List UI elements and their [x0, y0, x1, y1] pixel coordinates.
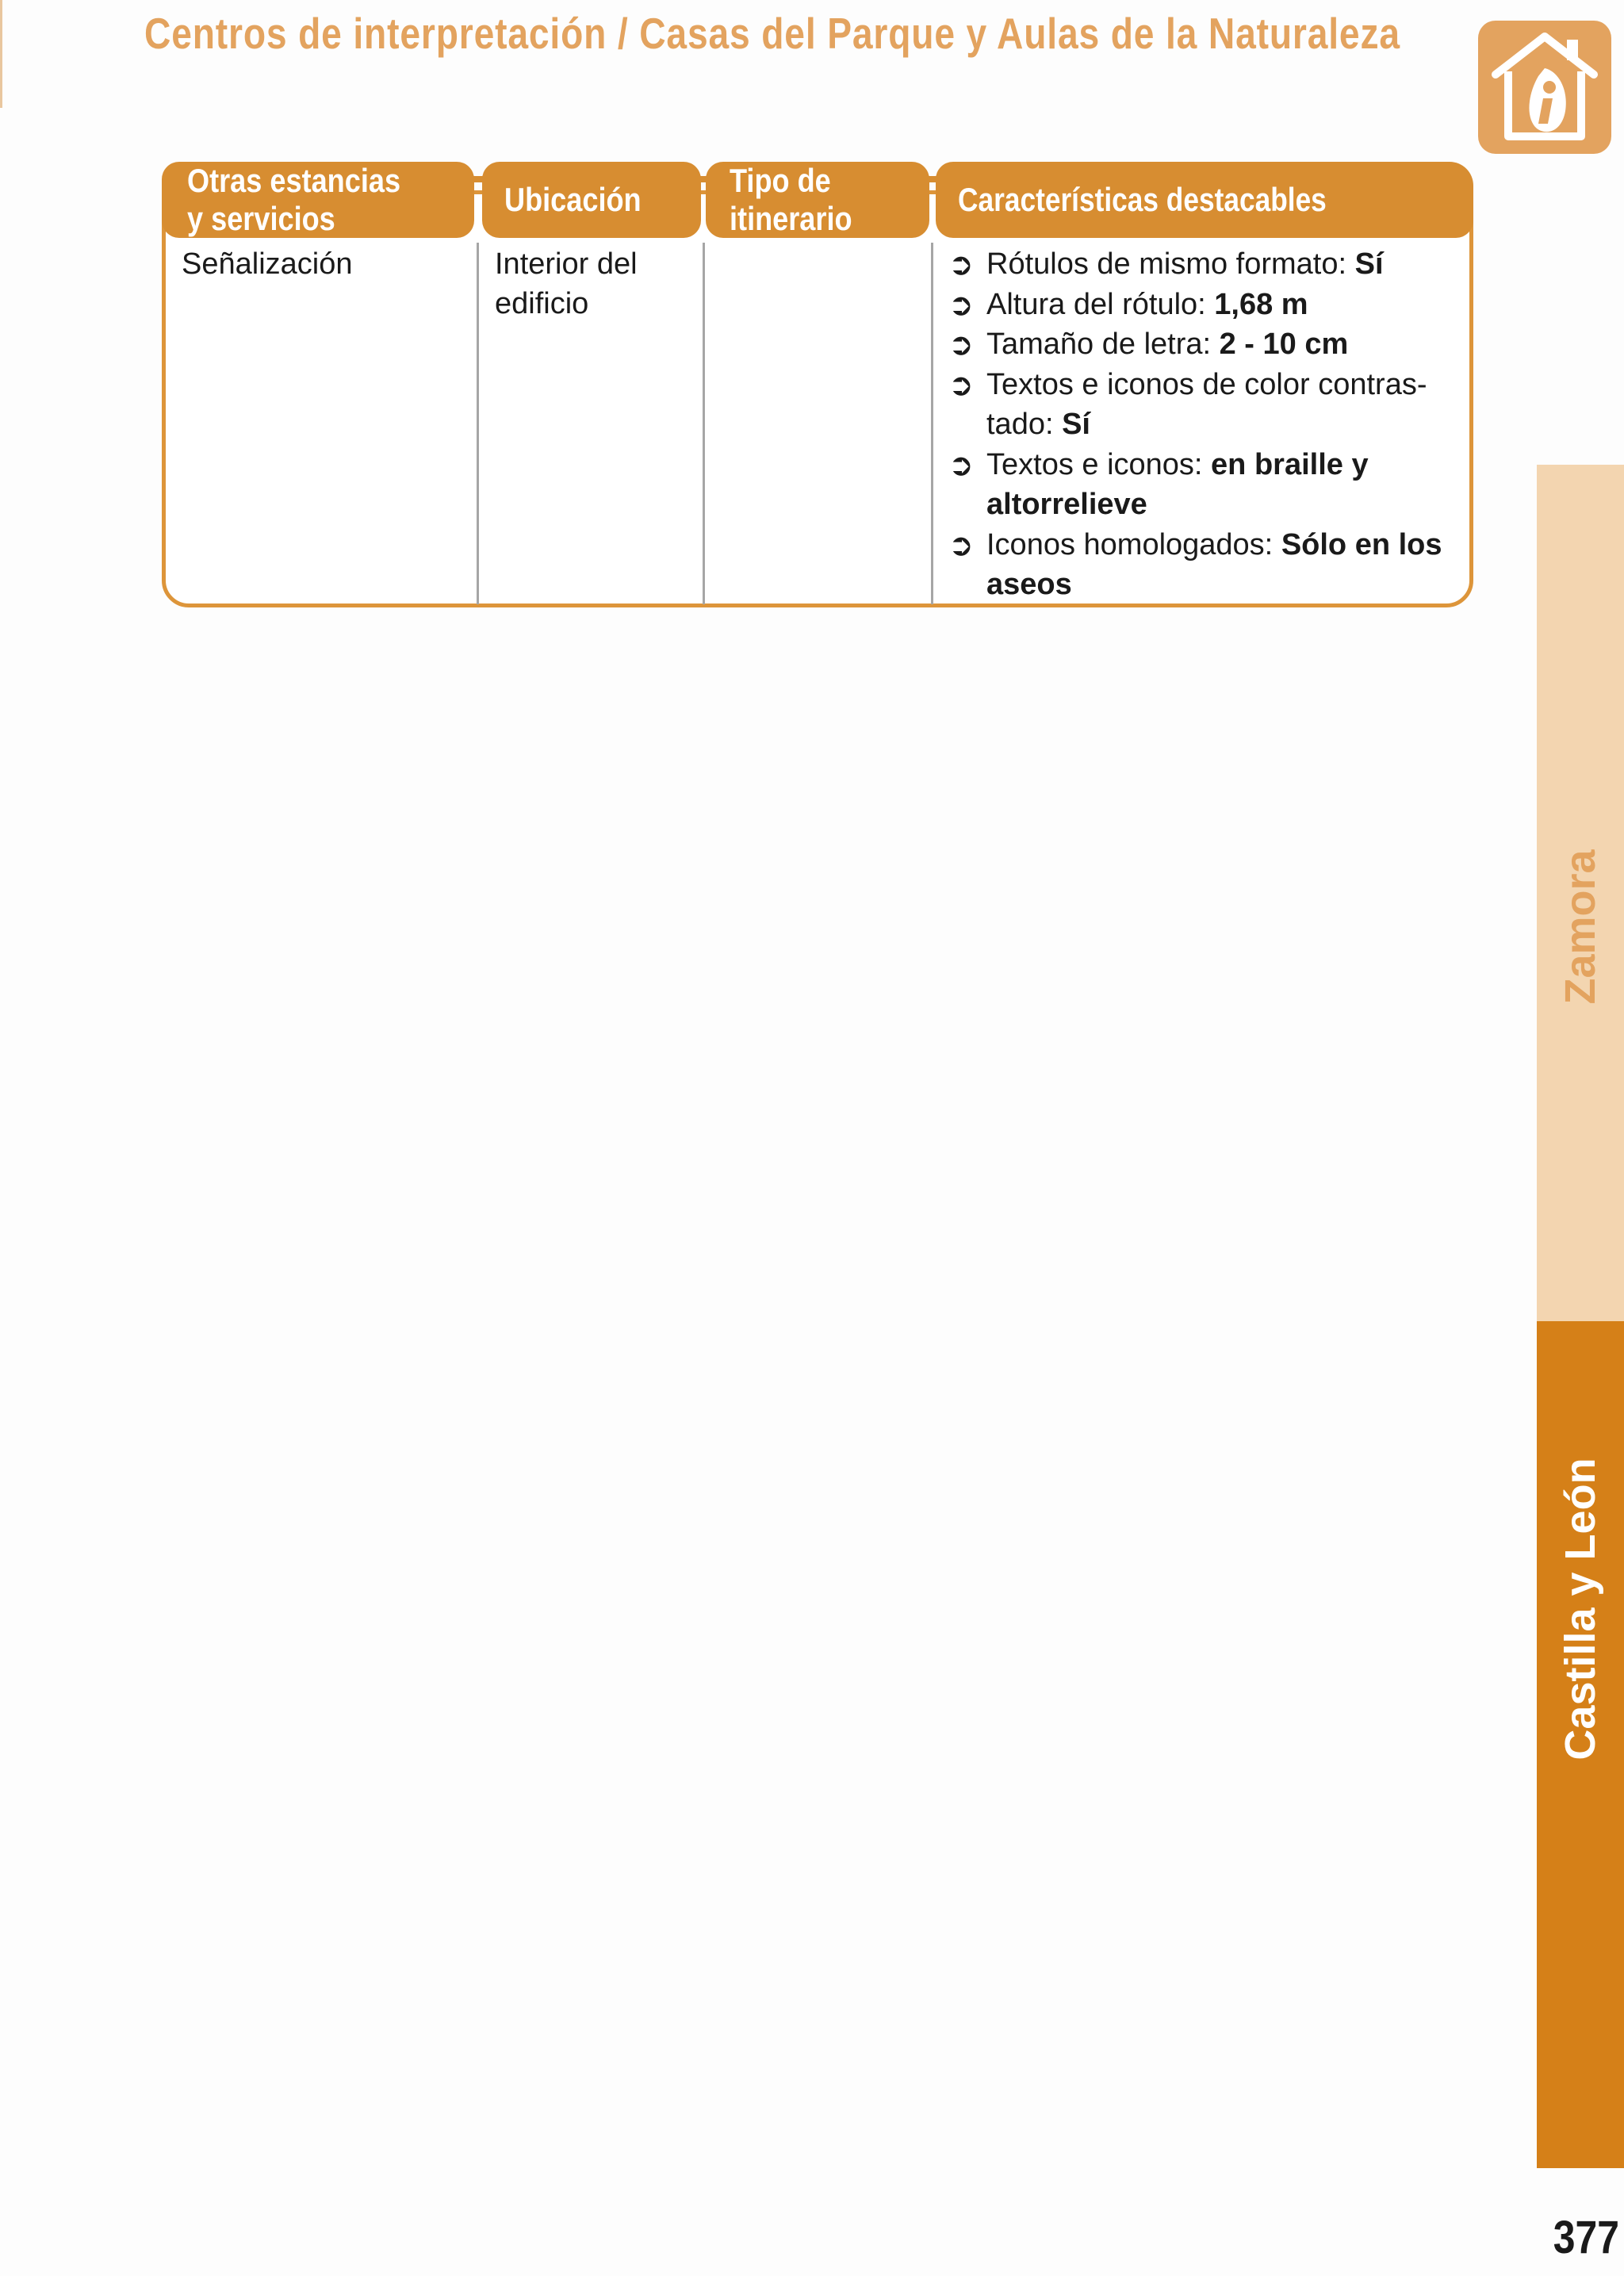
- community-label: Castilla y León: [1557, 1458, 1604, 1761]
- house-info-icon: [1477, 19, 1613, 155]
- feature-item: [945, 365, 1469, 445]
- feature-value: 1,68 m: [1214, 287, 1308, 321]
- page-edge-line: [0, 0, 2, 108]
- page-number: 377: [1553, 2212, 1619, 2263]
- column-header-label: Tipo de itinerario: [730, 162, 852, 237]
- column-header-caracteristicas: [936, 162, 1473, 238]
- feature-item: [945, 285, 1469, 325]
- feature-item: [945, 525, 1469, 605]
- cell-estancia: Señalización: [182, 247, 353, 281]
- feature-item: [945, 244, 1469, 285]
- feature-item: [945, 445, 1469, 525]
- feature-item: [945, 324, 1469, 365]
- column-header-itinerario: [706, 162, 929, 238]
- feature-value: 2 - 10 cm: [1219, 328, 1349, 361]
- features-list: [945, 244, 1469, 605]
- features-table: [162, 162, 1473, 607]
- feature-label: Rótulos de mismo formato:: [986, 247, 1355, 281]
- column-header-estancias: [162, 162, 474, 238]
- side-tab-region: [1537, 465, 1624, 1321]
- column-header-label: Características destacables: [958, 181, 1327, 218]
- feature-value: en braille y altorrelieve: [986, 447, 1369, 521]
- arrow-bullet-icon: ➲: [948, 368, 974, 402]
- column-header-ubicacion: [482, 162, 701, 238]
- column-header-label: Otras estancias y servicios: [187, 162, 401, 237]
- feature-label: Altura del rótulo:: [986, 287, 1215, 321]
- feature-label: Tamaño de letra:: [986, 328, 1220, 361]
- cell-ubicacion: Interior del edificio: [495, 247, 638, 320]
- feature-label: Textos e iconos de color contras-tado:: [986, 367, 1427, 441]
- arrow-bullet-icon: ➲: [948, 288, 974, 322]
- column-divider: [931, 243, 933, 604]
- column-header-label: Ubicación: [504, 181, 642, 218]
- feature-label: Textos e iconos:: [986, 447, 1212, 481]
- column-divider: [477, 243, 479, 604]
- arrow-bullet-icon: ➲: [948, 448, 974, 482]
- feature-value: Sí: [1062, 408, 1090, 441]
- arrow-bullet-icon: ➲: [948, 248, 974, 282]
- feature-label: Iconos homologados:: [986, 527, 1281, 561]
- region-label: Zamora: [1557, 849, 1604, 1005]
- arrow-bullet-icon: ➲: [948, 528, 974, 562]
- page-title: Centros de interpretación / Casas del Parque y Aulas de la Naturaleza: [144, 9, 1400, 58]
- arrow-bullet-icon: ➲: [948, 328, 974, 362]
- column-divider: [703, 243, 705, 604]
- side-tab-community: [1537, 1321, 1624, 2168]
- feature-value: Sí: [1354, 247, 1384, 281]
- feature-value: Sólo en los aseos: [986, 527, 1442, 601]
